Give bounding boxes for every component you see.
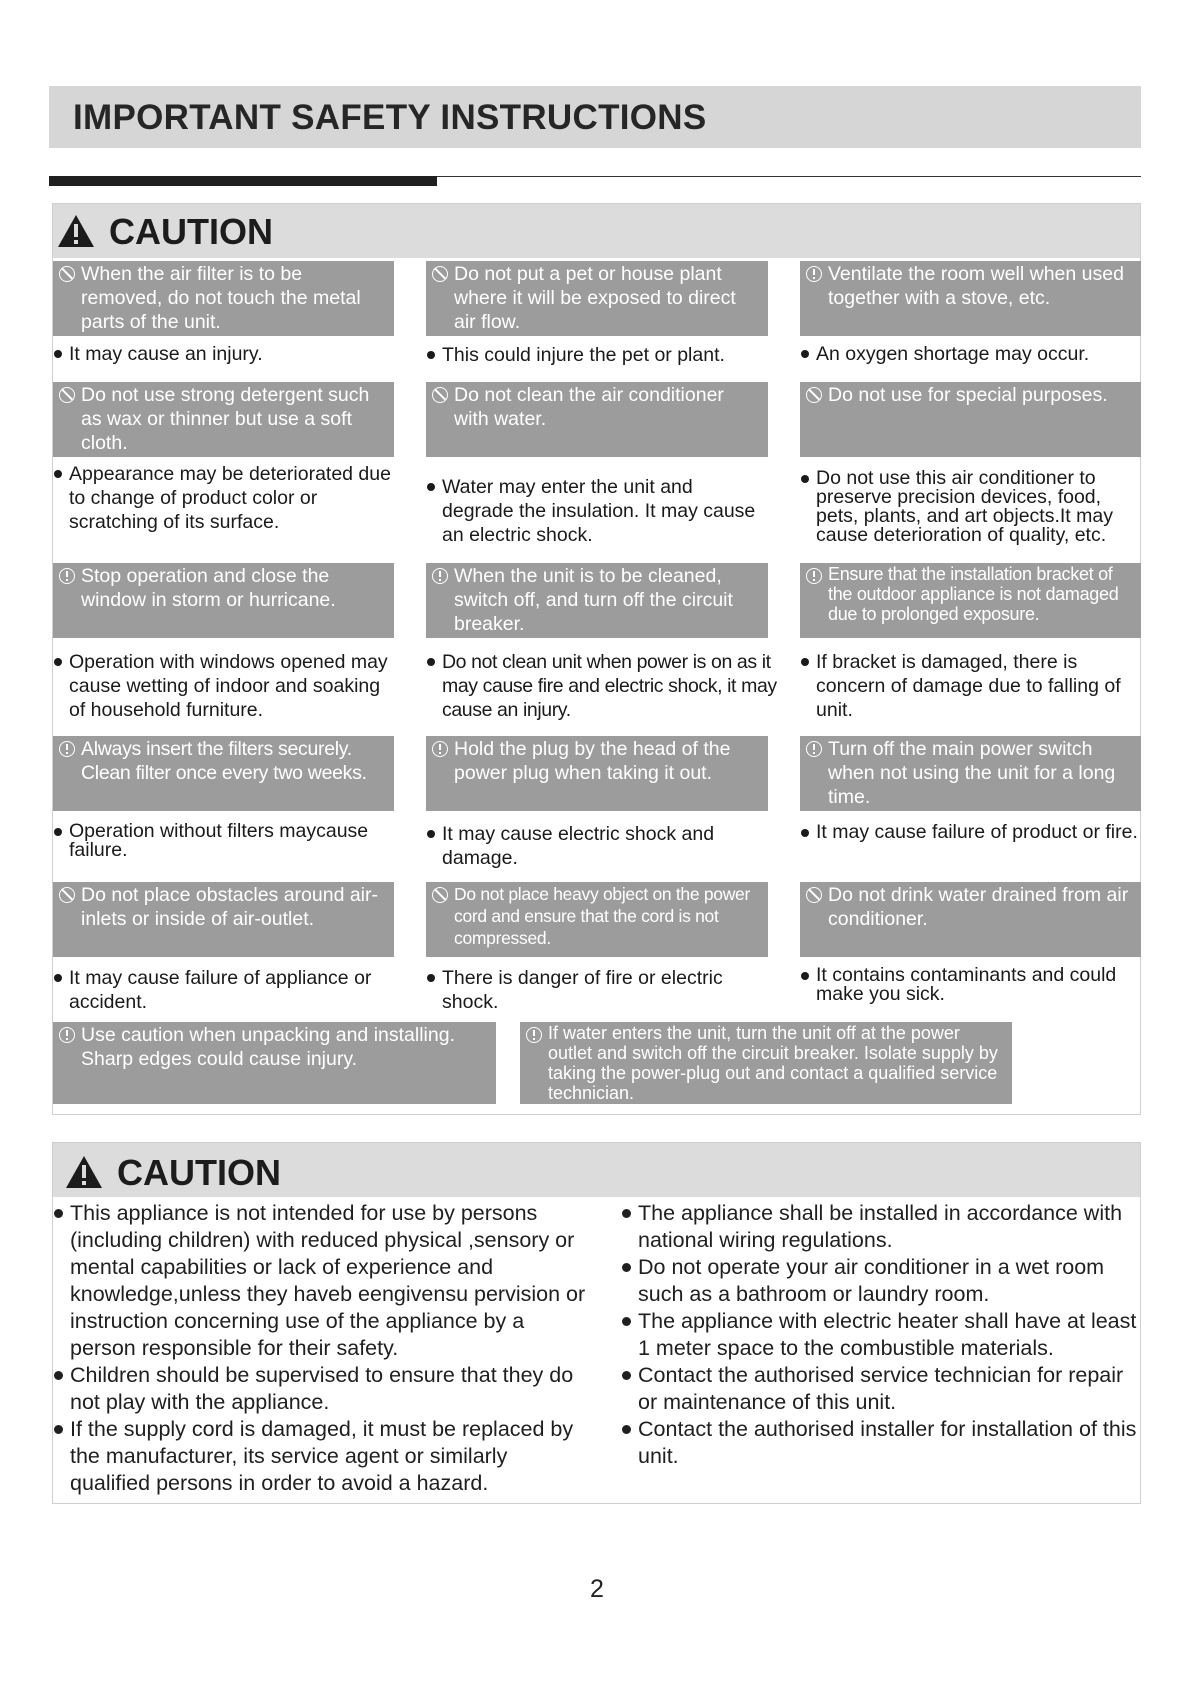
caution-note: Do not use this air conditioner to preserve precision devices, food, pets, plants, and art objects.It may cause deterioration of quality, etc. <box>800 469 1138 545</box>
list-item: Contact the authorised service technician for repair or maintenance of this unit. <box>620 1362 1145 1416</box>
warning-triangle-icon <box>57 214 95 248</box>
caution-note: Operation without filters maycause failure. <box>53 822 398 860</box>
caution-label: CAUTION <box>117 1152 281 1193</box>
caution-note: Water may enter the unit and degrade the insulation. It may cause an electric shock. <box>426 475 766 547</box>
caution-box: Do not use for special purposes. <box>800 382 1141 457</box>
mandatory-icon <box>806 266 822 282</box>
list-item: If the supply cord is damaged, it must be replaced by the manufacturer, its service agent or similarly qualified persons in order to avoid a hazard. <box>52 1416 592 1497</box>
prohibited-icon <box>432 887 448 903</box>
list-item: The appliance with electric heater shall have at least 1 meter space to the combustible materials. <box>620 1308 1145 1362</box>
thick-divider <box>49 176 437 186</box>
mandatory-icon <box>59 741 75 757</box>
mandatory-icon <box>432 568 448 584</box>
caution-box-wide: If water enters the unit, turn the unit off at the power outlet and switch off the circuit breaker. Isolate supply by taking the power-plug out and contact a qualified service technician. <box>520 1022 1012 1104</box>
list-item: The appliance shall be installed in accordance with national wiring regulations. <box>620 1200 1145 1254</box>
prohibited-icon <box>59 887 75 903</box>
caution-note: It may cause electric shock and damage. <box>426 822 766 870</box>
caution-box-wide: Use caution when unpacking and installing. Sharp edges could cause injury. <box>53 1022 496 1104</box>
list-item: Contact the authorised installer for installation of this unit. <box>620 1416 1145 1470</box>
page-number: 2 <box>590 1575 604 1603</box>
mandatory-icon <box>59 568 75 584</box>
caution-note: Appearance may be deteriorated due to change of product color or scratching of its surface. <box>53 462 403 534</box>
list-item: This appliance is not intended for use by persons (including children) with reduced physical ,sensory or mental capabilities or lack of experience and knowledge,unless they haveb eengivensu pervision or instruction concerning use of the appliance by a person responsible for their safety. <box>52 1200 592 1362</box>
prohibited-icon <box>432 387 448 403</box>
caution-box: Do not drink water drained from air conditioner. <box>800 882 1141 957</box>
caution-box: Turn off the main power switch when not using the unit for a long time. <box>800 736 1141 811</box>
caution-box: Do not put a pet or house plant where it will be exposed to direct air flow. <box>426 261 768 336</box>
thin-divider <box>437 176 1141 177</box>
caution-box: Do not clean the air conditioner with water. <box>426 382 768 457</box>
prohibited-icon <box>59 266 75 282</box>
caution-box: Do not place obstacles around air-inlets or inside of air-outlet. <box>53 882 394 957</box>
caution-list-left <box>52 1200 592 1497</box>
list-item: Children should be supervised to ensure that they do not play with the appliance. <box>52 1362 592 1416</box>
caution-note: It contains contaminants and could make you sick. <box>800 966 1140 1004</box>
caution-list-right <box>620 1200 1145 1470</box>
caution-box: Ensure that the installation bracket of the outdoor appliance is not damaged due to prolonged exposure. <box>800 563 1141 638</box>
caution-note: There is danger of fire or electric shock. <box>426 966 771 1014</box>
caution-box: Hold the plug by the head of the power plug when taking it out. <box>426 736 768 811</box>
prohibited-icon <box>59 387 75 403</box>
caution-box: Ventilate the room well when used together with a stove, etc. <box>800 261 1141 336</box>
warning-triangle-icon <box>65 1155 103 1189</box>
caution-note: This could injure the pet or plant. <box>426 343 776 367</box>
caution-box: Do not use strong detergent such as wax or thinner but use a soft cloth. <box>53 382 394 457</box>
mandatory-icon <box>59 1027 75 1043</box>
title-banner <box>49 86 1141 148</box>
caution-box: When the air filter is to be removed, do not touch the metal parts of the unit. <box>53 261 394 336</box>
caution-note: It may cause an injury. <box>53 342 398 366</box>
caution-box: When the unit is to be cleaned, switch off, and turn off the circuit breaker. <box>426 563 768 638</box>
prohibited-icon <box>432 266 448 282</box>
caution-header <box>53 204 1140 258</box>
caution-note: Do not clean unit when power is on as it may cause fire and electric shock, it may cause an injury. <box>426 650 786 722</box>
caution-box: Stop operation and close the window in storm or hurricane. <box>53 563 394 638</box>
mandatory-icon <box>432 741 448 757</box>
page-title: IMPORTANT SAFETY INSTRUCTIONS <box>73 98 707 137</box>
caution-note: It may cause failure of appliance or accident. <box>53 966 398 1014</box>
prohibited-icon <box>806 887 822 903</box>
caution-header <box>53 1143 1140 1197</box>
caution-note: If bracket is damaged, there is concern of damage due to falling of unit. <box>800 650 1145 722</box>
caution-note: Operation with windows opened may cause wetting of indoor and soaking of household furniture. <box>53 650 398 722</box>
mandatory-icon <box>526 1027 542 1043</box>
caution-note: An oxygen shortage may occur. <box>800 342 1140 366</box>
caution-box: Always insert the filters securely. Clean filter once every two weeks. <box>53 736 394 811</box>
mandatory-icon <box>806 741 822 757</box>
caution-note: It may cause failure of product or fire. <box>800 823 1140 842</box>
caution-box: Do not place heavy object on the power cord and ensure that the cord is not compressed. <box>426 882 768 957</box>
mandatory-icon <box>806 568 822 584</box>
prohibited-icon <box>806 387 822 403</box>
list-item: Do not operate your air conditioner in a wet room such as a bathroom or laundry room. <box>620 1254 1145 1308</box>
caution-label: CAUTION <box>109 211 273 252</box>
